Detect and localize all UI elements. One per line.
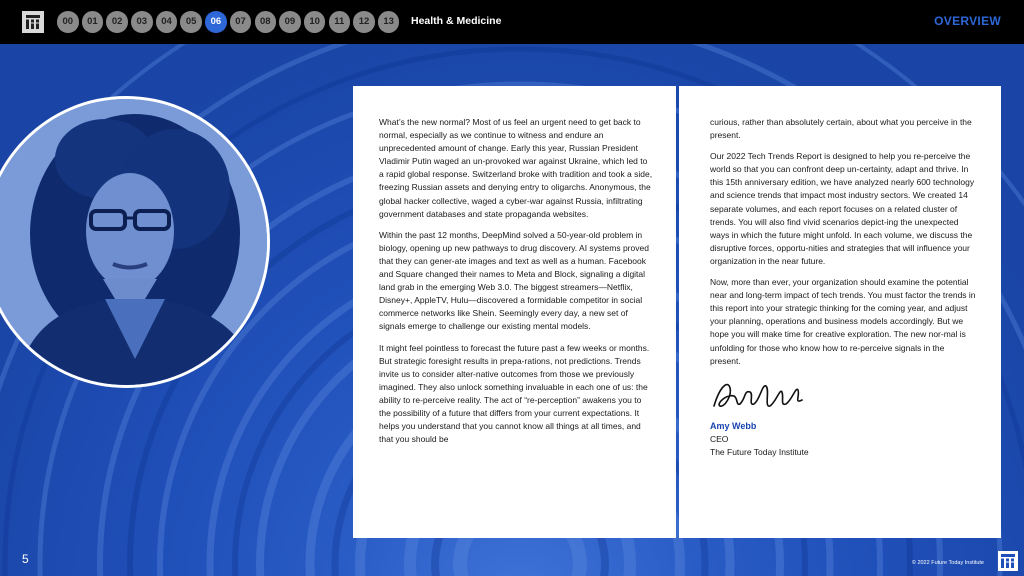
letter-left-column [353,86,676,538]
chapter-10-button[interactable]: 10 [304,11,326,33]
chapter-07-button[interactable]: 07 [230,11,252,33]
page-number: 5 [22,552,29,566]
letter-paragraph: Our 2022 Tech Trends Report is designed to help you re-perceive the world so that you can confront deep un-certainty, adapt and thrive. In this 15th anniversary edition, we have analyzed nearly 600 technology and science trends that impact most industry sectors. We created 14 separate volumes, and each report focuses on a related cluster of trends. You will also find vivid scenarios depict-ing the unexpected ways in which the future might unfold. In each volume, we discuss the disruptive forces, opportu-nities and strategies that will influence your organization in the near future. [710,151,975,266]
fti-logo-footer-icon [998,551,1018,571]
chapter-13-button[interactable]: 13 [378,11,400,33]
section-title: Health & Medicine [411,15,502,27]
chapter-09-button[interactable]: 09 [279,11,301,33]
fti-logo-icon[interactable] [22,11,44,33]
chapter-08-button[interactable]: 08 [255,11,277,33]
chapter-03-button[interactable]: 03 [131,11,153,33]
overview-link[interactable]: OVERVIEW [934,14,1001,28]
chapter-05-button[interactable]: 05 [180,11,202,33]
chapter-02-button[interactable]: 02 [106,11,128,33]
letter-paragraph: What’s the new normal? Most of us feel an urgent need to get back to normal, especially as we continue to witness and endure an unprecedented amount of change. Early this year, Russian President Vladimir Putin waged an un-provoked war against Ukraine, which led to a rapid global response. Switzerland broke with tradition and took a side, freezing Russian assets and denying entry to oligarchs. Anonymous, the global hacker collective, waged a cyber-war against Russia, infiltrating government databases and state propaganda websites. [379,117,653,219]
handwritten-signature [710,376,977,420]
chapter-navigation [57,11,399,33]
signer-title: CEO [710,433,729,444]
top-navigation-bar [0,0,1024,44]
chapter-06-button[interactable]: 06 [205,11,227,33]
letter-paragraph: It might feel pointless to forecast the future past a few weeks or months. But strategic foresight results in prepa-rations, not predictions. Trends invite us to consider alter-native outcomes from those we previously imagined. They also unlock something invaluable in each one of us: the ability to re-perceive reality. The act of “re-perception” awakens you to the possibility of a future that differs from your current expectations. It helps you understand that you cannot know all things at all times, and that you should be [379,342,650,445]
chapter-01-button[interactable]: 01 [82,11,104,33]
chapter-00-button[interactable]: 00 [57,11,79,33]
copyright-notice: © 2022 Future Today Institute [911,560,984,566]
letter-paragraph: Within the past 12 months, DeepMind solved a 50-year-old problem in biology, opening up new pathways to drug discovery. AI systems proved that they can gener-ate images and text as well as a human. Facebook and Square changed their names to Meta and Block, signaling a digital land grab in the emerging Web 3.0. The biggest streamers—Netflix, Disney+, AppleTV, Hulu—discovered a formidable competitor in social commerce networks like Shein. Seemingly every day, a new set of signals emerge to challenge our existing mental models. [379,229,649,332]
chapter-04-button[interactable]: 04 [156,11,178,33]
letter-right-column [679,86,1001,538]
letter-paragraph: curious, rather than absolutely certain, about what you perceive in the present. [710,117,972,141]
letter-paragraph: Now, more than ever, your organization should examine the potential near and long-term impact of tech trends. You must factor the trends in this report into your strategic thinking for the coming year, and adjust your planning, operations and business models accordingly. But we hope you will make time for creative exploration. The new nor-mal is unfolding for those who know how to re-perceive signals in the present. [710,277,976,366]
signer-organization: The Future Today Institute [710,446,809,457]
chapter-11-button[interactable]: 11 [329,11,351,33]
chapter-12-button[interactable]: 12 [353,11,375,33]
signer-name: Amy Webb [710,420,757,431]
